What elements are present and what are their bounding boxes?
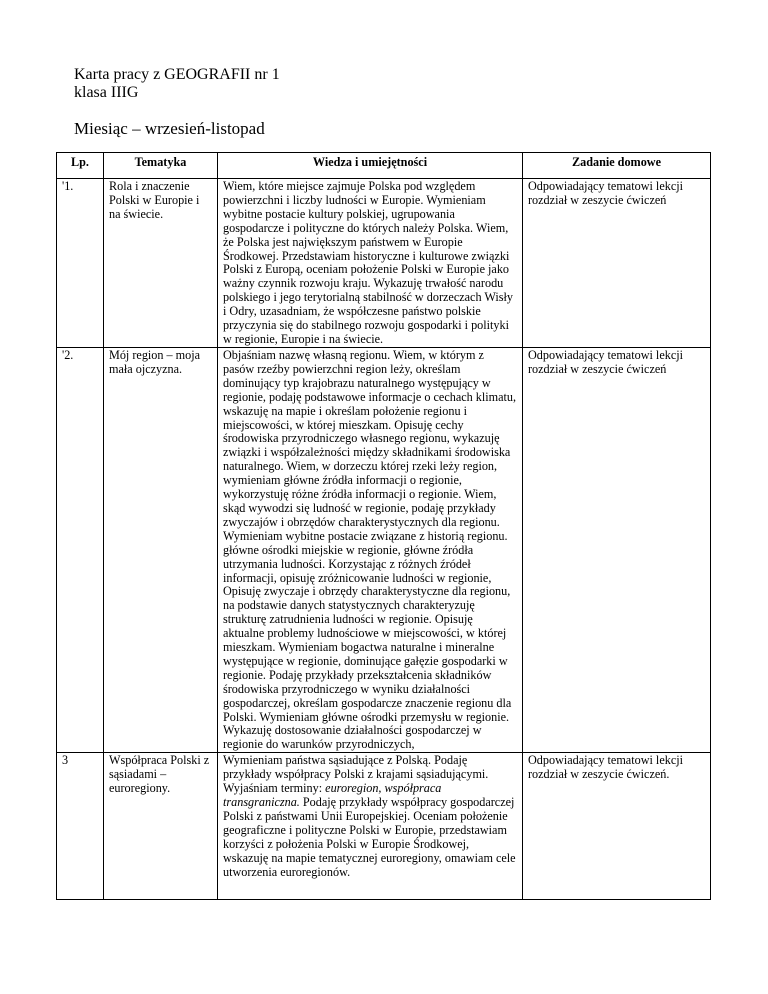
table-row [57, 348, 711, 753]
row-topic: Rola i znaczenie Polski w Europie i na świecie. [104, 179, 218, 348]
row-topic: Współpraca Polski z sąsiadami – euroregiony. [104, 753, 218, 900]
row-knowledge [218, 753, 523, 900]
row-number: '1. [57, 179, 104, 348]
knowledge-text-rest: Podaję przykłady współpracy gospodarczej Polski z państwami Unii Europejskiej. Oceniam położenie geograficzne i polityczne Polski w Europie, przedstawiam korzyści z położenia Polski w Europie Środkowej, wskazuję na mapie tematycznej euroregiony, omawiam cele utworzenia euroregionów. [223, 795, 516, 879]
row-homework: Odpowiadający tematowi lekcji rozdział w zeszycie ćwiczeń [523, 179, 711, 348]
period-label: Miesiąc – wrzesień-listopad [74, 119, 265, 138]
row-number: 3 [57, 753, 104, 900]
row-homework: Odpowiadający tematowi lekcji rozdział w zeszycie ćwiczeń [523, 348, 711, 753]
row-homework: Odpowiadający tematowi lekcji rozdział w zeszycie ćwiczeń. [523, 753, 711, 900]
column-header-homework: Zadanie domowe [523, 153, 711, 179]
class-label: klasa IIIG [74, 84, 139, 101]
knowledge-text: Wymieniam państwa sąsiadujące z Polską. Podaję przykłady współpracy Polski z krajami sąsiadującymi. Wyjaśniam terminy: [223, 753, 489, 796]
column-header-topic: Tematyka [104, 153, 218, 179]
row-knowledge: Wiem, które miejsce zajmuje Polska pod względem powierzchni i liczby ludności w Europie. Wymieniam wybitne postacie kultury polskiej, ugrupowania gospodarcze i polityczne do których należy Polska. Wiem, że Polska jest największym państwem w Europie Środkowej. Przedstawiam historyczne i kulturowe związki Polski z Europą, oceniam położenie Polski w Europie jako ważny czynnik rozwoju kraju. Wykazuję trwałość narodu polskiego i jego terytorialną stabilność w dorzeczach Wisły i Odry, uzasadniam, że współczesne państwo polskie przyczynia się do stabilnego rozwoju gospodarki i polityki w regionie, Europie i na świecie. [218, 179, 523, 348]
curriculum-table [56, 152, 711, 900]
column-header-lp: Lp. [57, 153, 104, 179]
knowledge-terms: euroregion, współpraca transgraniczna. [223, 781, 442, 809]
row-knowledge: Objaśniam nazwę własną regionu. Wiem, w którym z pasów rzeźby powierzchni region leży, określam dominujący typ krajobrazu naturalnego występujący w regionie, podaję podstawowe informacje o cechach klimatu, wskazuję na mapie i określam położenie regionu i miejscowości, w której mieszkam. Opisuję cechy środowiska przyrodniczego własnego regionu, wykazuję związki i współzależności między składnikami środowiska naturalnego. Wiem, w dorzeczu której rzeki leży region, wymieniam główne źródła informacji o regionie, wykorzystuję różne źródła informacji o regionie. Wiem, skąd wywodzi się ludność w regionie, podaję przykłady zwyczajów i obrzędów charakterystycznych dla regionu. Wymieniam wybitne postacie związane z historią regionu. główne ośrodki miejskie w regionie, główne źródła utrzymania ludności. Korzystając z różnych źródeł informacji, opisuję zróżnicowanie ludności w regionie, Opisuję zwyczaje i obrzędy charakterystyczne dla regionu, na podstawie danych statystycznych charakteryzuję strukturę zatrudnienia ludności w regionie. Opisuję aktualne problemy ludnościowe w miejscowości, w której mieszkam. Wymieniam bogactwa naturalne i mineralne występujące w regionie, dominujące gałęzie gospodarki w regionie. Podaję przykłady przekształcenia składników środowiska przyrodniczego w wyniku działalności gospodarczej, określam gospodarcze znaczenie regionu dla Polski. Wymieniam główne ośrodki przemysłu w regionie. Wykazuję dostosowanie działalności gospodarczej w regionie do warunków przyrodniczych, [218, 348, 523, 753]
table-header-row [57, 153, 711, 179]
row-number: '2. [57, 348, 104, 753]
row-topic: Mój region – moja mała ojczyzna. [104, 348, 218, 753]
worksheet-title: Karta pracy z GEOGRAFII nr 1 [74, 66, 280, 83]
column-header-knowledge: Wiedza i umiejętności [218, 153, 523, 179]
table-row [57, 179, 711, 348]
table-row [57, 753, 711, 900]
